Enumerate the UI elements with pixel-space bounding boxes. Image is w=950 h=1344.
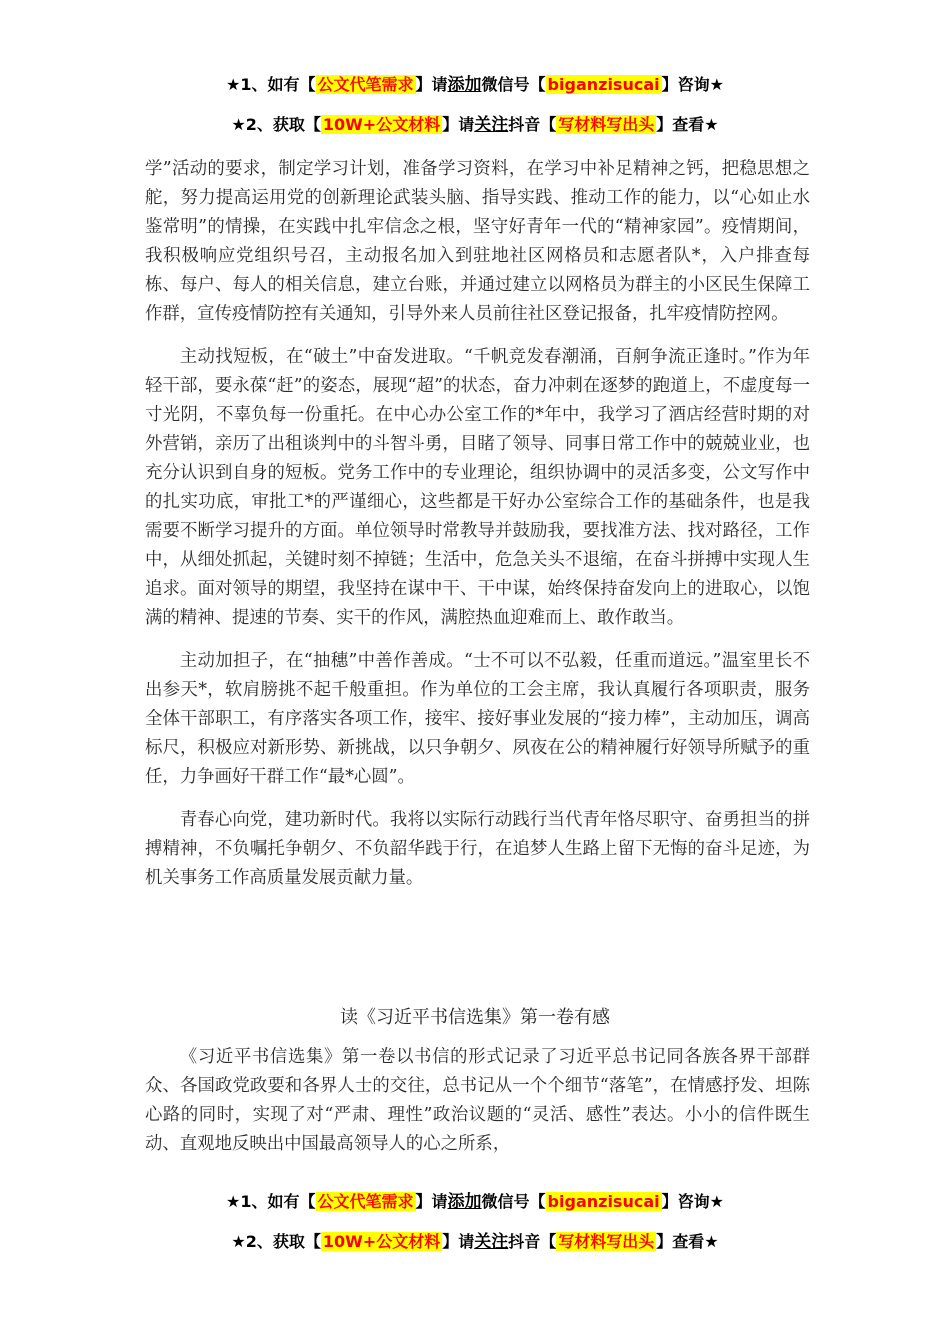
paragraph-3: 主动加担子，在“抽穗”中善作善成。“士不可以不弘毅，任重而道远。”温室里长不出参天*，软肩膀挑不起千般重担。作为单位的工会主席，我认真履行各项职责，服务全体干部职工，有序落实各项工作，接牢、接好事业发展的“接力棒”，主动加压，调高标尺，积极应对新形势、新挑战，以只争朝夕、夙夜在公的精神履行好领导所赋予的重任，力争画好干群工作“最*心圆”。 xyxy=(145,651,810,787)
section-title: 读《习近平书信选集》第一卷有感 xyxy=(340,1007,610,1028)
section-body xyxy=(145,1043,810,1173)
highlight-douyin: 写材料写出头 xyxy=(558,115,655,134)
highlight-materials: 10W+公文材料 xyxy=(322,1232,441,1251)
highlight-service: 公文代笔需求 xyxy=(317,1192,414,1211)
bottom-banner-line-1: ★1、如有【 公文代笔需求 】请添加微信号【 biganzisucai 】咨询★ xyxy=(226,1192,724,1212)
section-paragraph: 《习近平书信选集》第一卷以书信的形式记录了习近平总书记同各族各界干部群众、各国政党政要和各界人士的交往，总书记从一个个细节“落笔”，在情感抒发、坦陈心路的同时，实现了对“严肃、理性”政治议题的“灵活、感性”表达。小小的信件既生动、直观地反映出中国最高领导人的心之所系， xyxy=(145,1047,810,1154)
paragraph-2: 主动找短板，在“破土”中奋发进取。“千帆竞发春潮涌，百舸争流正逢时。”作为年轻干部，要永葆“赶”的姿态，展现“超”的状态，奋力冲刺在逐梦的跑道上，不虚度每一寸光阴，不辜负每一份重托。在中心办公室工作的*年中，我学习了酒店经营时期的对外营销，亲历了出租谈判中的斗智斗勇，目睹了领导、同事日常工作中的兢兢业业，也充分认识到自身的短板。党务工作中的专业理论，组织协调中的灵活多变，公文写作中的扎实功底，审批工*的严谨细心，这些都是干好办公室综合工作的基础条件，也是我需要不断学习提升的方面。单位领导时常教导并鼓励我，要找准方法、找对路径，工作中，从细处抓起，关键时刻不掉链；生活中，危急关头不退缩，在奋斗拼搏中实现人生追求。面对领导的期望，我坚持在谋中干、干中谋，始终保持奋发向上的进取心，以饱满的精神、提速的节奏、实干的作风，满腔热血迎难而上、敢作敢当。 xyxy=(145,347,810,628)
paragraph-1: 学”活动的要求，制定学习计划，准备学习资料，在学习中补足精神之钙，把稳思想之舵，努力提高运用党的创新理论武装头脑、指导实践、推动工作的能力，以“心如止水鉴常明”的情操，在实践中扎牢信念之根，坚守好青年一代的“精神家园”。疫情期间，我积极响应党组织号召，主动报名加入到驻地社区网格员和志愿者队*，入户排查每栋、每户、每人的相关信息，建立台账，并通过建立以网格员为群主的小区民生保障工作群，宣传疫情防控有关通知，引导外来人员前往社区登记报备，扎牢疫情防控网。 xyxy=(145,159,810,324)
document-body xyxy=(145,155,810,907)
bottom-banner-line-2: ★2、获取【 10W+公文材料 】请关注抖音【 写材料写出头 】查看★ xyxy=(231,1232,719,1252)
highlight-wechat-id: biganzisucai xyxy=(547,1192,660,1211)
highlight-service: 公文代笔需求 xyxy=(317,75,414,94)
highlight-materials: 10W+公文材料 xyxy=(322,115,441,134)
paragraph-4: 青春心向党，建功新时代。我将以实际行动践行当代青年恪尽职守、奋勇担当的拼搏精神，不负嘱托争朝夕、不负韶华践于行，在追梦人生路上留下无悔的奋斗足迹，为机关事务工作高质量发展贡献力量。 xyxy=(145,810,810,888)
top-banner-line-1: ★1、如有【 公文代笔需求 】请添加微信号【 biganzisucai 】咨询★ xyxy=(226,75,724,95)
highlight-wechat-id: biganzisucai xyxy=(547,75,660,94)
highlight-douyin: 写材料写出头 xyxy=(558,1232,655,1251)
top-banner-line-2: ★2、获取【 10W+公文材料 】请关注抖音【 写材料写出头 】查看★ xyxy=(231,115,719,135)
